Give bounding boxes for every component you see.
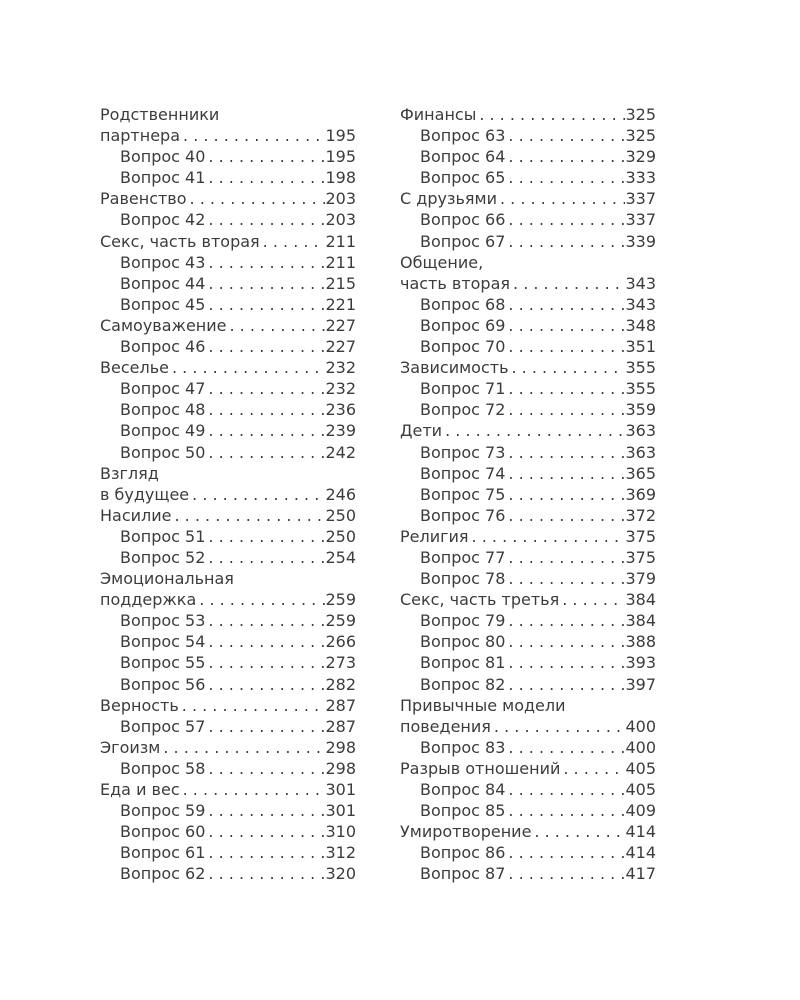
toc-entry-title: Вопрос 70 bbox=[420, 337, 506, 357]
toc-entry-title: Вопрос 54 bbox=[120, 632, 206, 652]
toc-subentry bbox=[100, 294, 356, 315]
dot-leader bbox=[442, 420, 625, 441]
toc-entry-title: Религия bbox=[400, 526, 469, 546]
toc-entry-title: Вопрос 75 bbox=[420, 484, 506, 504]
toc-page-number: 282 bbox=[325, 674, 356, 694]
toc-page-number: 254 bbox=[325, 547, 356, 567]
toc-page-number: 266 bbox=[325, 632, 356, 652]
toc-entry-title: Еда и вес bbox=[100, 780, 180, 799]
toc-page-number: 351 bbox=[625, 337, 656, 357]
toc-page-number: 414 bbox=[625, 843, 656, 863]
toc-page-number: 348 bbox=[625, 315, 656, 335]
toc-subentry bbox=[400, 800, 656, 821]
toc-entry-title: Вопрос 84 bbox=[420, 780, 506, 799]
toc-page-number: 198 bbox=[325, 168, 356, 188]
toc-entry-title: Вопрос 60 bbox=[120, 822, 206, 842]
dot-leader bbox=[505, 652, 625, 673]
toc-page-number: 343 bbox=[625, 273, 656, 293]
toc-entry-title: Вопрос 86 bbox=[420, 843, 506, 863]
toc-entry bbox=[400, 188, 656, 209]
dot-leader bbox=[505, 463, 625, 484]
dot-leader bbox=[205, 209, 325, 230]
toc-entry-title: Вопрос 44 bbox=[120, 273, 206, 293]
toc-entry-title: Вопрос 61 bbox=[120, 843, 206, 863]
toc-entry-title: Вопрос 53 bbox=[120, 611, 206, 631]
toc-page-number: 417 bbox=[625, 864, 656, 884]
toc-subentry bbox=[400, 294, 656, 315]
toc-page-number: 298 bbox=[325, 758, 356, 778]
dot-leader bbox=[180, 779, 326, 800]
toc-page-number: 195 bbox=[325, 126, 356, 146]
toc-subentry bbox=[100, 442, 356, 463]
toc-entry bbox=[100, 568, 356, 589]
toc-entry-title: Общение, bbox=[400, 252, 484, 272]
toc-page-number: 384 bbox=[625, 611, 656, 631]
toc-subentry bbox=[100, 420, 356, 441]
toc-entry-title: Вопрос 65 bbox=[420, 168, 506, 188]
toc-page-number: 215 bbox=[325, 273, 356, 293]
toc-entry-title: Вопрос 52 bbox=[120, 547, 206, 567]
dot-leader bbox=[505, 674, 625, 695]
toc-subentry bbox=[400, 610, 656, 631]
toc-entry bbox=[100, 104, 356, 125]
dot-leader bbox=[196, 589, 325, 610]
toc-page-number: 337 bbox=[625, 189, 656, 209]
toc-subentry bbox=[400, 652, 656, 673]
toc-entry-title: Вопрос 43 bbox=[120, 252, 206, 272]
toc-subentry bbox=[100, 167, 356, 188]
toc-subentry bbox=[400, 463, 656, 484]
dot-leader bbox=[531, 821, 625, 842]
toc-entry-title: Умиротворение bbox=[400, 822, 532, 842]
toc-entry bbox=[400, 273, 656, 294]
dot-leader bbox=[205, 336, 325, 357]
toc-page-number: 369 bbox=[625, 484, 656, 504]
dot-leader bbox=[205, 399, 325, 420]
toc-entry bbox=[400, 589, 656, 610]
toc-subentry bbox=[100, 146, 356, 167]
toc-entry-title: Верность bbox=[100, 695, 179, 715]
toc-page-number: 393 bbox=[625, 653, 656, 673]
toc-entry bbox=[100, 125, 356, 146]
toc-subentry bbox=[400, 568, 656, 589]
toc-page-number: 333 bbox=[625, 168, 656, 188]
toc-entry-title: поддержка bbox=[100, 590, 197, 610]
toc-subentry bbox=[400, 631, 656, 652]
dot-leader bbox=[497, 188, 625, 209]
toc-entry-title: часть вторая bbox=[400, 273, 511, 293]
toc-subentry bbox=[100, 610, 356, 631]
toc-entry bbox=[400, 104, 656, 125]
dot-leader bbox=[172, 505, 326, 526]
toc-entry-title: Привычные модели bbox=[400, 695, 566, 715]
toc-entry-title: Вопрос 41 bbox=[120, 168, 206, 188]
toc-page-number: 375 bbox=[625, 526, 656, 546]
toc-entry-title: Вопрос 73 bbox=[420, 442, 506, 462]
toc-page-number: 203 bbox=[325, 210, 356, 230]
toc-entry bbox=[100, 357, 356, 378]
toc-entry-title: Родственники bbox=[100, 105, 220, 124]
toc-page-number: 414 bbox=[625, 822, 656, 842]
toc-entry-title: Вопрос 72 bbox=[420, 400, 506, 420]
toc-entry-title: Дети bbox=[400, 421, 443, 441]
toc-page-number: 384 bbox=[625, 590, 656, 610]
dot-leader bbox=[505, 505, 625, 526]
toc-page-number: 301 bbox=[325, 801, 356, 821]
toc-entry bbox=[100, 737, 356, 758]
toc-entry-title: Секс, часть вторая bbox=[100, 231, 260, 251]
toc-page-number: 409 bbox=[625, 801, 656, 821]
dot-leader bbox=[205, 273, 325, 294]
toc-entry-title: партнера bbox=[100, 126, 181, 146]
dot-leader bbox=[505, 125, 625, 146]
toc-subentry bbox=[400, 231, 656, 252]
toc-entry-title: Вопрос 57 bbox=[120, 716, 206, 736]
toc-entry bbox=[100, 315, 356, 336]
toc-entry-title: Вопрос 47 bbox=[120, 379, 206, 399]
toc-page-number: 400 bbox=[625, 716, 656, 736]
toc-page-number: 365 bbox=[625, 463, 656, 483]
dot-leader bbox=[205, 631, 325, 652]
dot-leader bbox=[560, 758, 625, 779]
dot-leader bbox=[509, 357, 626, 378]
toc-page-number: 405 bbox=[625, 758, 656, 778]
dot-leader bbox=[205, 442, 325, 463]
toc-subentry bbox=[400, 442, 656, 463]
dot-leader bbox=[505, 146, 625, 167]
dot-leader bbox=[179, 695, 326, 716]
toc-page-number: 355 bbox=[625, 379, 656, 399]
toc-subentry bbox=[400, 863, 656, 884]
toc-entry-title: Вопрос 42 bbox=[120, 210, 206, 230]
toc-entry-title: Вопрос 45 bbox=[120, 294, 206, 314]
toc-subentry bbox=[400, 484, 656, 505]
toc-subentry bbox=[100, 526, 356, 547]
toc-page-number: 343 bbox=[625, 294, 656, 314]
toc-page-number: 203 bbox=[325, 189, 356, 209]
toc-entry bbox=[400, 357, 656, 378]
toc-entry-title: Вопрос 64 bbox=[420, 147, 506, 167]
toc-entry-title: поведения bbox=[400, 716, 491, 736]
toc-entry-title: Вопрос 76 bbox=[420, 505, 506, 525]
dot-leader bbox=[205, 716, 325, 737]
dot-leader bbox=[205, 758, 325, 779]
toc-page-number: 250 bbox=[325, 505, 356, 525]
toc-subentry bbox=[100, 336, 356, 357]
toc-column-right bbox=[400, 104, 656, 884]
dot-leader bbox=[189, 484, 325, 505]
toc-page-number: 195 bbox=[325, 147, 356, 167]
dot-leader bbox=[476, 104, 625, 125]
toc-page-number: 242 bbox=[325, 442, 356, 462]
dot-leader bbox=[205, 652, 325, 673]
toc-entry-title: Вопрос 83 bbox=[420, 737, 506, 757]
toc-entry bbox=[100, 695, 356, 716]
toc-subentry bbox=[400, 336, 656, 357]
toc-page-number: 246 bbox=[325, 484, 356, 504]
dot-leader bbox=[205, 378, 325, 399]
toc-entry-title: Секс, часть третья bbox=[400, 590, 560, 610]
dot-leader bbox=[205, 800, 325, 821]
toc-subentry bbox=[400, 399, 656, 420]
toc-entry-title: Вопрос 79 bbox=[420, 611, 506, 631]
toc-page-number: 312 bbox=[325, 843, 356, 863]
toc-subentry bbox=[100, 252, 356, 273]
toc-page-number: 301 bbox=[325, 780, 356, 799]
toc-entry-title: Взгляд bbox=[100, 463, 159, 483]
toc-subentry bbox=[100, 209, 356, 230]
toc-entry-title: Равенство bbox=[100, 189, 187, 209]
toc-page-number: 375 bbox=[625, 547, 656, 567]
toc-page-number: 232 bbox=[325, 358, 356, 378]
toc-page-number: 400 bbox=[625, 737, 656, 757]
dot-leader bbox=[505, 779, 625, 800]
toc-entry bbox=[400, 695, 656, 716]
toc-page-number: 287 bbox=[325, 695, 356, 715]
dot-leader bbox=[205, 526, 325, 547]
toc-subentry bbox=[100, 716, 356, 737]
toc-entry-title: Разрыв отношений bbox=[400, 758, 561, 778]
toc-entry-title: Вопрос 62 bbox=[120, 864, 206, 884]
toc-entry-title: Вопрос 85 bbox=[420, 801, 506, 821]
toc-entry-title: Вопрос 69 bbox=[420, 315, 506, 335]
dot-leader bbox=[505, 378, 625, 399]
toc-page-number: 320 bbox=[325, 864, 356, 884]
toc-entry-title: С друзьями bbox=[400, 189, 497, 209]
toc-entry-title: Вопрос 77 bbox=[420, 547, 506, 567]
toc-entry-title: Вопрос 78 bbox=[420, 569, 506, 589]
toc-entry-title: Самоуважение bbox=[100, 315, 227, 335]
dot-leader bbox=[505, 800, 625, 821]
toc-entry bbox=[400, 758, 656, 779]
toc-page-number: 339 bbox=[625, 231, 656, 251]
toc-entry-title: в будущее bbox=[100, 484, 190, 504]
dot-leader bbox=[505, 336, 625, 357]
toc-entry bbox=[100, 484, 356, 505]
dot-leader bbox=[505, 294, 625, 315]
toc-entry-title: Вопрос 40 bbox=[120, 147, 206, 167]
toc-entry-title: Вопрос 50 bbox=[120, 442, 206, 462]
toc-entry bbox=[100, 231, 356, 252]
toc-page-number: 236 bbox=[325, 400, 356, 420]
toc-subentry bbox=[100, 863, 356, 884]
toc-page-number: 405 bbox=[625, 780, 656, 799]
toc-entry-title: Вопрос 81 bbox=[420, 653, 506, 673]
toc-page-number: 363 bbox=[625, 421, 656, 441]
dot-leader bbox=[469, 526, 626, 547]
dot-leader bbox=[505, 484, 625, 505]
dot-leader bbox=[491, 716, 626, 737]
toc-subentry bbox=[400, 209, 656, 230]
dot-leader bbox=[169, 357, 325, 378]
toc-entry-title: Вопрос 80 bbox=[420, 632, 506, 652]
toc-page-number: 211 bbox=[325, 252, 356, 272]
dot-leader bbox=[205, 842, 325, 863]
dot-leader bbox=[187, 188, 326, 209]
toc-entry bbox=[400, 716, 656, 737]
toc-page-number: 227 bbox=[325, 337, 356, 357]
toc-entry-title: Вопрос 55 bbox=[120, 653, 206, 673]
toc-subentry bbox=[100, 674, 356, 695]
toc-entry-title: Веселье bbox=[100, 358, 169, 378]
dot-leader bbox=[505, 631, 625, 652]
toc-subentry bbox=[400, 378, 656, 399]
toc-page-number: 355 bbox=[625, 358, 656, 378]
dot-leader bbox=[505, 315, 625, 336]
toc-subentry bbox=[100, 399, 356, 420]
dot-leader bbox=[205, 252, 325, 273]
toc-entry-title: Вопрос 46 bbox=[120, 337, 206, 357]
toc-subentry bbox=[400, 737, 656, 758]
dot-leader bbox=[505, 842, 625, 863]
toc-subentry bbox=[100, 631, 356, 652]
toc-page-number: 325 bbox=[625, 105, 656, 124]
toc-page-number: 227 bbox=[325, 315, 356, 335]
toc-page-number: 287 bbox=[325, 716, 356, 736]
toc-entry-title: Вопрос 82 bbox=[420, 674, 506, 694]
toc-page-number: 250 bbox=[325, 526, 356, 546]
dot-leader bbox=[205, 674, 325, 695]
dot-leader bbox=[205, 610, 325, 631]
toc-subentry bbox=[100, 273, 356, 294]
toc-entry-title: Насилие bbox=[100, 505, 172, 525]
toc-entry bbox=[100, 463, 356, 484]
dot-leader bbox=[180, 125, 325, 146]
toc-entry-title: Вопрос 48 bbox=[120, 400, 206, 420]
toc-subentry bbox=[400, 674, 656, 695]
dot-leader bbox=[505, 442, 625, 463]
toc-page-number: 221 bbox=[325, 294, 356, 314]
toc-page-number: 363 bbox=[625, 442, 656, 462]
toc-entry-title: Вопрос 66 bbox=[420, 210, 506, 230]
dot-leader bbox=[505, 231, 625, 252]
toc-page-number: 388 bbox=[625, 632, 656, 652]
dot-leader bbox=[227, 315, 326, 336]
toc-subentry bbox=[400, 167, 656, 188]
dot-leader bbox=[559, 589, 625, 610]
toc-entry-title: Вопрос 58 bbox=[120, 758, 206, 778]
toc-entry-title: Вопрос 56 bbox=[120, 674, 206, 694]
toc-entry-title: Вопрос 59 bbox=[120, 801, 206, 821]
toc-entry bbox=[400, 252, 656, 273]
toc-page-number: 325 bbox=[625, 126, 656, 146]
dot-leader bbox=[505, 610, 625, 631]
toc-subentry bbox=[400, 146, 656, 167]
toc-subentry bbox=[400, 315, 656, 336]
toc-subentry bbox=[100, 758, 356, 779]
toc-subentry bbox=[100, 547, 356, 568]
toc-entry-title: Вопрос 49 bbox=[120, 421, 206, 441]
toc-entry-title: Вопрос 87 bbox=[420, 864, 506, 884]
toc-entry-title: Вопрос 51 bbox=[120, 526, 206, 546]
toc-page-number: 372 bbox=[625, 505, 656, 525]
toc-entry-title: Зависимость bbox=[400, 358, 509, 378]
dot-leader bbox=[505, 547, 625, 568]
toc-page-number: 232 bbox=[325, 379, 356, 399]
toc-subentry bbox=[400, 505, 656, 526]
toc-column-left bbox=[100, 104, 356, 884]
toc-page-number: 259 bbox=[325, 611, 356, 631]
toc-entry bbox=[400, 420, 656, 441]
toc-entry bbox=[100, 589, 356, 610]
toc-page-number: 310 bbox=[325, 822, 356, 842]
dot-leader bbox=[205, 547, 325, 568]
dot-leader bbox=[505, 737, 625, 758]
toc-subentry bbox=[400, 125, 656, 146]
toc-page-number: 273 bbox=[325, 653, 356, 673]
toc-page-number: 329 bbox=[625, 147, 656, 167]
dot-leader bbox=[510, 273, 625, 294]
dot-leader bbox=[205, 420, 325, 441]
toc-subentry bbox=[100, 842, 356, 863]
toc-subentry bbox=[400, 842, 656, 863]
toc-subentry bbox=[400, 547, 656, 568]
toc-entry-title: Эмоциональная bbox=[100, 569, 234, 589]
toc-entry bbox=[100, 505, 356, 526]
dot-leader bbox=[205, 167, 325, 188]
toc-entry-title: Вопрос 71 bbox=[420, 379, 506, 399]
toc-subentry bbox=[400, 779, 656, 800]
dot-leader bbox=[160, 737, 325, 758]
toc-entry-title: Вопрос 67 bbox=[420, 231, 506, 251]
toc-page-number: 337 bbox=[625, 210, 656, 230]
toc-entry-title: Финансы bbox=[400, 105, 477, 124]
dot-leader bbox=[505, 863, 625, 884]
toc-entry bbox=[400, 821, 656, 842]
toc-entry bbox=[400, 526, 656, 547]
toc-page-number: 379 bbox=[625, 569, 656, 589]
toc-entry-title: Эгоизм bbox=[100, 737, 161, 757]
dot-leader bbox=[205, 863, 325, 884]
toc-entry-title: Вопрос 63 bbox=[420, 126, 506, 146]
toc-page-number: 397 bbox=[625, 674, 656, 694]
dot-leader bbox=[260, 231, 326, 252]
toc-page-number: 211 bbox=[325, 231, 356, 251]
dot-leader bbox=[505, 399, 625, 420]
toc-page-number: 298 bbox=[325, 737, 356, 757]
dot-leader bbox=[505, 568, 625, 589]
toc-entry-title: Вопрос 74 bbox=[420, 463, 506, 483]
dot-leader bbox=[505, 209, 625, 230]
toc-entry-title: Вопрос 68 bbox=[420, 294, 506, 314]
dot-leader bbox=[205, 821, 325, 842]
dot-leader bbox=[205, 294, 325, 315]
toc-page-number: 239 bbox=[325, 421, 356, 441]
toc-entry bbox=[100, 188, 356, 209]
dot-leader bbox=[205, 146, 325, 167]
dot-leader bbox=[505, 167, 625, 188]
toc-page-number: 359 bbox=[625, 400, 656, 420]
toc-subentry bbox=[100, 800, 356, 821]
toc-subentry bbox=[100, 652, 356, 673]
toc-entry bbox=[100, 779, 356, 800]
toc-subentry bbox=[100, 821, 356, 842]
toc-page-number: 259 bbox=[325, 590, 356, 610]
toc-subentry bbox=[100, 378, 356, 399]
